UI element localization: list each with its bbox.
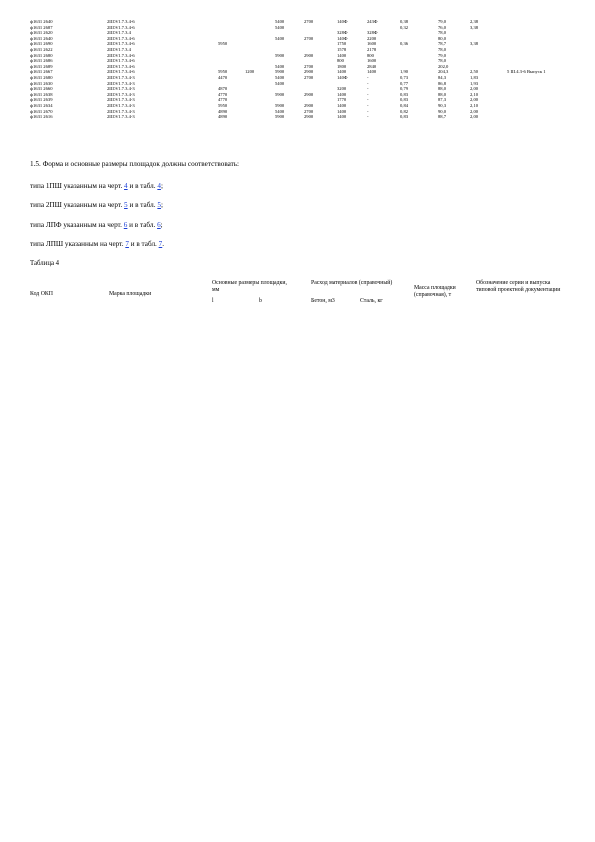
column-header-dimensions: Основные размеры площадки, мм: [212, 280, 287, 293]
table-cell: 78,0: [438, 58, 447, 64]
table-cell: 2200: [367, 35, 377, 41]
table-cell: 2ШЭ/1.7.3.4-3: [107, 97, 135, 103]
column-header-mass: Масса площадки (справочная), т: [414, 285, 456, 298]
table-cell: 2178: [367, 46, 377, 52]
table-cell: 2ШЭ/1.7.3.4-3: [107, 91, 135, 97]
table-cell: 0,32: [400, 24, 409, 30]
table-cell: ф1631 2690: [30, 41, 53, 47]
table-cell: 86,8: [438, 80, 447, 86]
table-cell: 2700: [304, 19, 314, 24]
table-cell: 1400: [337, 69, 347, 75]
table-cell: 1400: [337, 102, 347, 108]
table-cell: 2ШЭ/1.7.3.4-3: [107, 114, 135, 120]
table-cell: ф1631 2670: [30, 108, 53, 114]
table-cell: 4470: [218, 74, 228, 80]
table-cell: 2900: [304, 52, 314, 58]
table-cell: 0,83: [400, 114, 409, 120]
table-cell: 5900: [275, 91, 285, 97]
table-cell: 2,00: [470, 97, 479, 103]
table-cell: 202,0: [438, 63, 449, 69]
table-cell: 78,7: [438, 41, 447, 47]
table-cell: 3,38: [470, 41, 479, 47]
table-caption: Таблица 4: [30, 260, 60, 267]
table-cell: 2,50: [470, 69, 479, 75]
table-cell: 5900: [275, 114, 285, 120]
table-cell: 0,36: [400, 41, 409, 47]
table-cell: 88,0: [438, 91, 447, 97]
table-cell: 0,77: [400, 80, 409, 86]
paragraph-type-1: [30, 182, 163, 191]
table-cell: 2ШЭ/1.7.3.4-3: [107, 74, 135, 80]
table-link[interactable]: 7: [158, 240, 163, 248]
table-cell: 2ШЭ/1.7.3.4-6: [107, 58, 135, 64]
table-cell: 87,3: [438, 97, 447, 103]
table-cell: 5400: [275, 74, 285, 80]
column-header-width: b: [259, 298, 262, 304]
table-link[interactable]: 4: [157, 182, 161, 190]
table-cell: 4870: [218, 86, 228, 92]
table-cell: 2ШЭ/1.7.3.4-6: [107, 19, 135, 24]
table-cell: 1,93: [470, 80, 479, 86]
table-cell: 1200: [245, 69, 255, 75]
table-cell: ф1631 2667: [30, 69, 53, 75]
table-cell: 2ШЭ/1.7.3.4-6: [107, 52, 135, 58]
table-cell: ф1631 2622: [30, 46, 53, 52]
table-cell: ф1631 2660: [30, 86, 53, 92]
table-cell: 2ШЭ/1.7.3.4-6: [107, 41, 135, 47]
table-cell: 1400: [337, 52, 347, 58]
table-cell: 3,38: [470, 24, 479, 30]
table-cell: 2,00: [470, 86, 479, 92]
table-cell: 80,0: [438, 35, 447, 41]
table-cell: 2700: [304, 35, 314, 41]
table-cell: 5950: [218, 102, 228, 108]
table-cell: 140Ф: [337, 74, 348, 80]
table-cell: 2840: [367, 63, 377, 69]
table-cell: 800: [367, 52, 374, 58]
table-cell: 5400: [275, 80, 285, 86]
column-header-documentation: Обозначение серии и выпуска типовой проектной документации: [476, 280, 561, 293]
table-cell: 5900: [275, 69, 285, 75]
table-cell: ф1631 2640: [30, 35, 53, 41]
table-cell: 2ШЭ/1.7.3.4-6: [107, 69, 135, 75]
table-row: [30, 114, 570, 120]
table-cell: -: [367, 74, 369, 80]
table-cell: 2ШЭ/1.7.3.4: [107, 30, 131, 36]
table-cell: 2900: [304, 91, 314, 97]
table-cell: 4770: [218, 97, 228, 103]
table-cell: 0,83: [400, 97, 409, 103]
table-cell: -: [367, 97, 369, 103]
table-cell: 5 Ш.4.3-6 Выпуск 1: [507, 69, 546, 75]
table-cell: 5900: [275, 102, 285, 108]
paragraph-text: ;: [160, 201, 163, 209]
table-cell: 2ШЭ/1.7.3.4-6: [107, 35, 135, 41]
figure-link[interactable]: 5: [124, 201, 128, 209]
table-cell: 0,83: [400, 91, 409, 97]
table-cell: 2ШЭ/1.7.3.4: [107, 46, 131, 52]
table-cell: 2,00: [470, 108, 479, 114]
table-cell: ф1631 2616: [30, 114, 53, 120]
table-cell: 5400: [275, 24, 285, 30]
table-cell: 79,0: [438, 52, 447, 58]
paragraph-text: типа 2ПШ указанным на черт.: [30, 201, 125, 209]
table-cell: 2700: [304, 63, 314, 69]
table-cell: 90,0: [438, 108, 447, 114]
table-cell: 243Ф: [367, 19, 378, 24]
paragraph-type-3: [30, 221, 163, 230]
table-cell: 90,3: [438, 102, 447, 108]
column-header-length: l: [212, 298, 214, 304]
section-heading: 1.5. Форма и основные размеры площадок должны соответствовать:: [30, 160, 240, 168]
paragraph-text: типа ЛПФ указанным на черт.: [30, 221, 124, 229]
table-cell: 1400: [337, 91, 347, 97]
table-cell: 140Ф: [337, 19, 348, 24]
figure-link[interactable]: 6: [123, 221, 128, 229]
table-cell: 1600: [367, 41, 377, 47]
table-cell: 5400: [275, 108, 285, 114]
table-cell: 78,0: [438, 46, 447, 52]
table-cell: 1578: [337, 46, 347, 52]
table-link[interactable]: 6: [157, 221, 161, 229]
paragraph-text: типа ЛПШ указанным на черт.: [30, 240, 126, 248]
paragraph-type-2: [30, 201, 163, 210]
table-cell: 78,0: [438, 30, 447, 36]
table-cell: 5400: [275, 19, 285, 24]
table-cell: 800: [337, 58, 344, 64]
column-header-concrete: Бетон, м3: [311, 298, 335, 304]
table-cell: 2,10: [470, 91, 479, 97]
table-cell: 2,38: [470, 19, 479, 24]
table-cell: 2,10: [470, 102, 479, 108]
table-cell: 2ШЭ/1.7.3.4-6: [107, 63, 135, 69]
table-cell: ф1631 2620: [30, 30, 53, 36]
figure-link[interactable]: 4: [124, 182, 128, 190]
table-cell: ф1631 2686: [30, 58, 53, 64]
table-cell: 204,3: [438, 69, 449, 75]
table-cell: 1,83: [470, 74, 479, 80]
table-cell: 2ШЭ/1.7.3.4-3: [107, 80, 135, 86]
table-cell: -: [367, 86, 369, 92]
paragraph-text: типа 1ПШ указанным на черт.: [30, 182, 125, 190]
table-cell: 328Ф: [337, 30, 348, 36]
table-cell: ф1631 2638: [30, 91, 53, 97]
table-cell: 1400: [337, 114, 347, 120]
table-cell: 2700: [304, 74, 314, 80]
column-header-materials: Расход материалов (справочный): [311, 280, 393, 286]
table-cell: 2900: [304, 114, 314, 120]
table-cell: 0,84: [400, 102, 409, 108]
table-cell: 5400: [275, 35, 285, 41]
table-cell: 84,3: [438, 74, 447, 80]
table-cell: 88,7: [438, 114, 447, 120]
table-link[interactable]: 5: [157, 201, 161, 209]
column-header-mark: Марка площадки: [109, 291, 152, 297]
table-cell: 4890: [218, 108, 228, 114]
table-cell: 2700: [304, 108, 314, 114]
table-cell: 2,00: [470, 114, 479, 120]
table-cell: 3200: [337, 86, 347, 92]
paragraph-type-4: [30, 240, 164, 249]
column-header-okp: Код ОКП: [30, 291, 53, 297]
column-header-steel: Сталь, кг: [360, 298, 383, 304]
table-cell: 2900: [304, 102, 314, 108]
table-cell: 1400: [367, 69, 377, 75]
table-cell: -: [367, 102, 369, 108]
table-cell: 1,90: [400, 69, 409, 75]
table-cell: 5900: [275, 52, 285, 58]
table-cell: ф1631 2680: [30, 52, 53, 58]
table-cell: ф1631 2640: [30, 19, 53, 24]
table-cell: 5950: [218, 41, 228, 47]
table-cell: 140Ф: [337, 35, 348, 41]
table-cell: 1400: [337, 108, 347, 114]
table-cell: ф1631 2680: [30, 74, 53, 80]
table-cell: 1600: [367, 58, 377, 64]
table-cell: 2900: [304, 69, 314, 75]
table-cell: 1750: [337, 41, 347, 47]
table-cell: 76,0: [438, 24, 447, 30]
table-cell: 2ШЭ/1.7.3.4-3: [107, 86, 135, 92]
table-cell: 1770: [337, 97, 347, 103]
table-cell: 328Ф: [367, 30, 378, 36]
table-cell: 2ШЭ/1.7.3.4-6: [107, 24, 135, 30]
table-cell: 0,38: [400, 19, 409, 24]
paragraph-text: ;: [160, 182, 163, 190]
data-table: [30, 19, 570, 120]
table-cell: 0,73: [400, 74, 409, 80]
paragraph-text: и в табл.: [127, 221, 158, 229]
table-cell: 0,82: [400, 108, 409, 114]
table-cell: 2ШЭ/1.7.3.4-3: [107, 108, 135, 114]
table-cell: ф1631 2687: [30, 24, 53, 30]
table-cell: ф1631 2630: [30, 80, 53, 86]
table-cell: -: [367, 108, 369, 114]
figure-link[interactable]: 7: [125, 240, 129, 248]
table-cell: 2ШЭ/1.7.3.4-3: [107, 102, 135, 108]
paragraph-text: и в табл.: [128, 240, 159, 248]
table-cell: -: [367, 91, 369, 97]
table-cell: ф1631 2689: [30, 63, 53, 69]
table-cell: 4890: [218, 114, 228, 120]
paragraph-text: и в табл.: [127, 201, 158, 209]
table-cell: 88,0: [438, 86, 447, 92]
table-cell: -: [367, 114, 369, 120]
table-cell: -: [367, 80, 369, 86]
table-cell: 0,79: [400, 86, 409, 92]
paragraph-text: ;: [160, 221, 163, 229]
table-cell: ф1631 2639: [30, 97, 53, 103]
table-cell: 5400: [275, 63, 285, 69]
table-cell: 79,0: [438, 19, 447, 24]
paragraph-text: .: [162, 240, 165, 248]
table-cell: ф1631 2634: [30, 102, 53, 108]
table-cell: 4770: [218, 91, 228, 97]
paragraph-text: и в табл.: [127, 182, 158, 190]
table-cell: 5950: [218, 69, 228, 75]
table-cell: 1800: [337, 63, 347, 69]
